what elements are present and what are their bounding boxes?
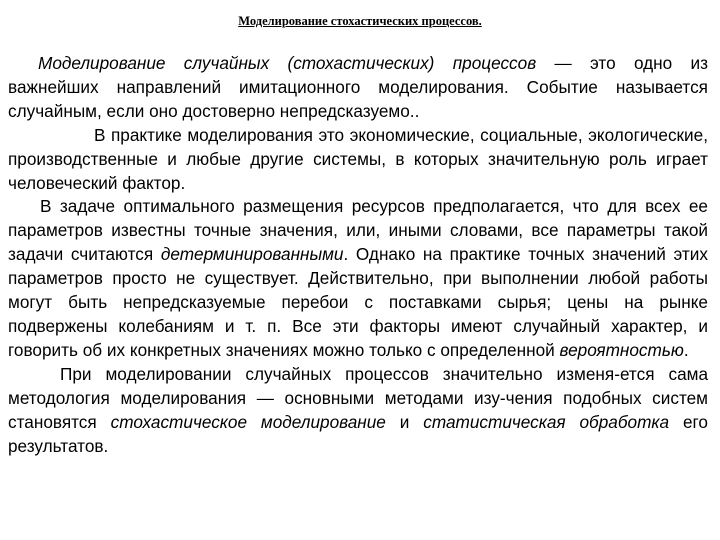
paragraph-text: . Однако на практике точных значений этих параметров просто не существует. Действительно, при выполнении любой работы могут быть непредсказуемые перебои с поставками сырья; цены на рынке подвержены колебаниям и т. п. Все эти факторы имеют случайный характер, и говорить об их конкретных значениях можно только с определенной	[8, 244, 708, 360]
paragraph-text: В практике моделирования это экономические, социальные, экологические, производственные и любые другие системы, в которых значительную роль играет человеческий фактор.	[8, 124, 708, 193]
paragraph-practice	[8, 124, 708, 196]
paragraph-methodology	[8, 363, 708, 459]
emphasis-term: Моделирование случайных (стохастических) процессов	[38, 53, 537, 73]
paragraph-resources	[8, 195, 708, 362]
emphasis-term: статистическая обработка	[423, 411, 670, 432]
emphasis-term: вероятностью	[559, 339, 684, 360]
paragraph-text: В задаче оптимального размещения ресурсов предполагается, что для всех ее параметров известны точные значения, или, иными словами, все параметры такой задачи считаются	[8, 196, 708, 265]
paragraph-text: — это одно из важнейших направлений имитационного моделирования. Событие называется случайным, если оно достоверно непредсказуемо..	[8, 53, 708, 121]
slide-body	[8, 52, 708, 458]
paragraph-text: его результатов.	[8, 411, 708, 456]
paragraph-definition	[8, 52, 708, 124]
paragraph-text: и	[385, 411, 424, 432]
emphasis-term: детерминированными	[160, 244, 344, 265]
emphasis-term: стохастическое моделирование	[110, 411, 386, 432]
paragraph-text: .	[683, 339, 689, 360]
paragraph-text: При моделировании случайных процессов значительно изменя-ется сама методология моделирования — основными методами изу-чения подобных систем становятся	[8, 363, 708, 432]
slide-title: Моделирование стохастических процессов.	[238, 14, 482, 28]
